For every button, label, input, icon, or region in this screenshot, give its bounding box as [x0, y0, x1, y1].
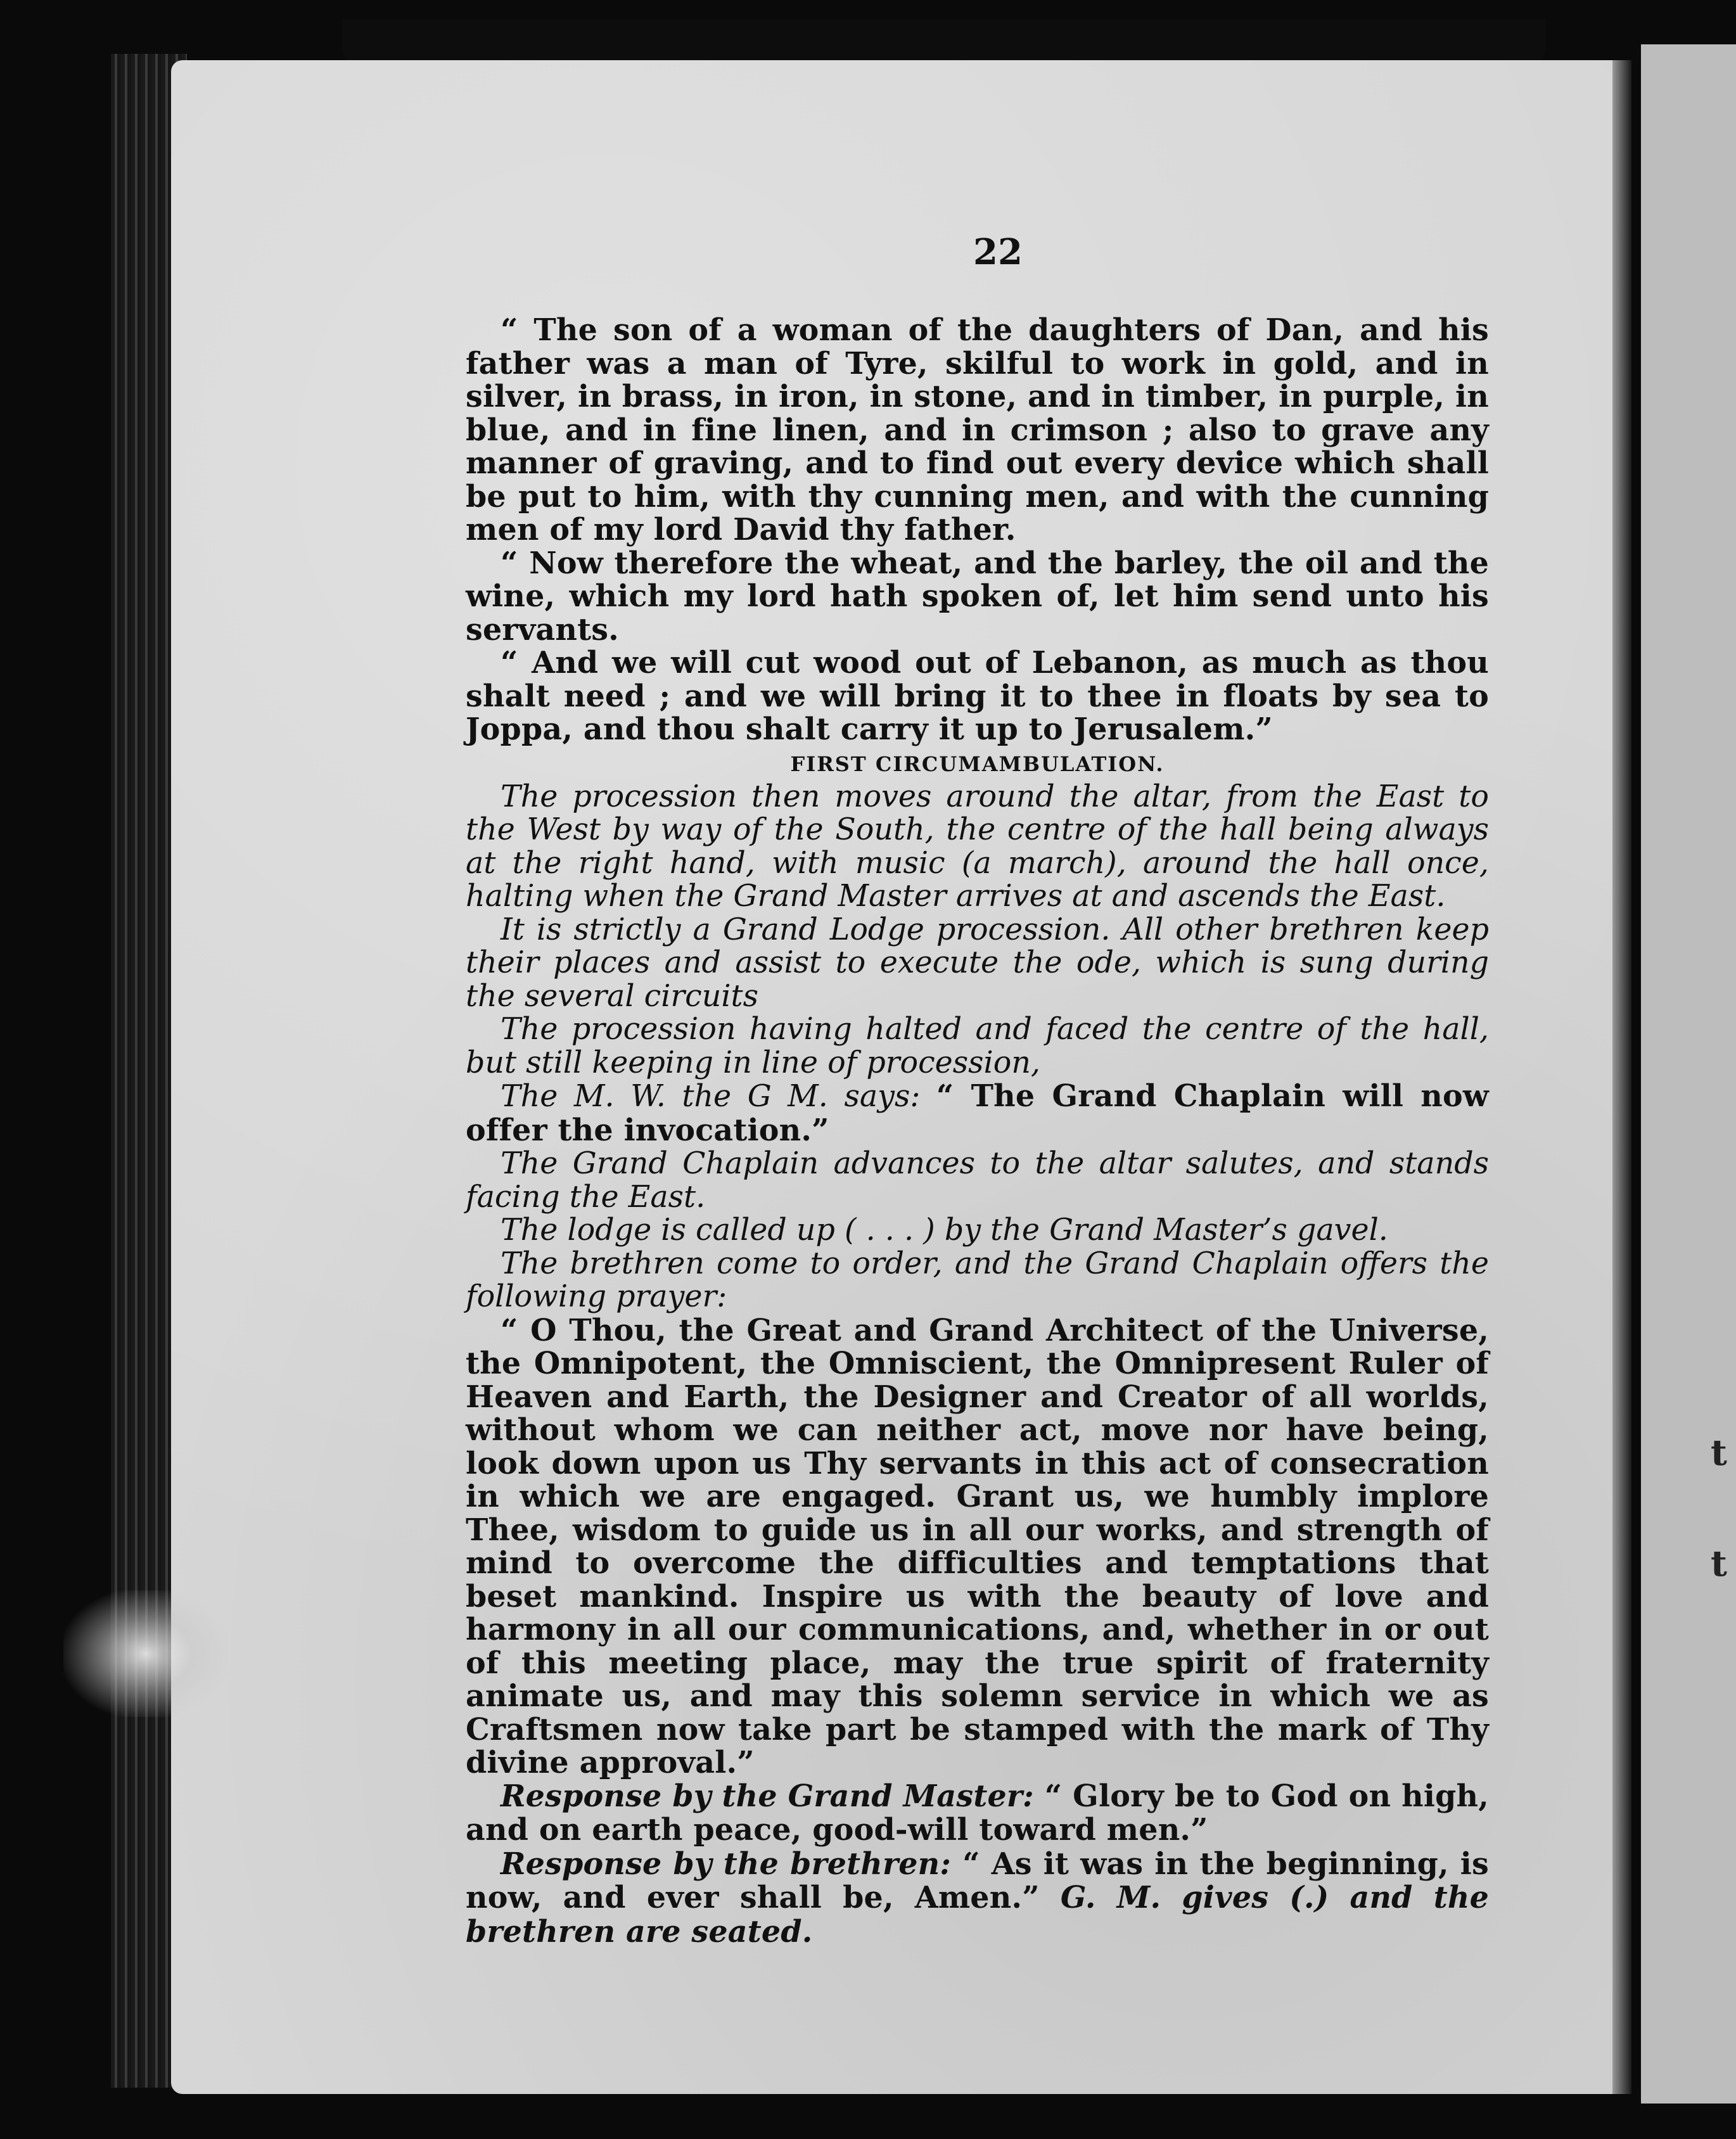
response-paragraph: [466, 1780, 1489, 1848]
rubric-paragraph: It is strictly a Grand Lodge procession. All other brethren keep their places and assist to execute the ode, which is sung during the several circuits: [466, 912, 1489, 1014]
facing-page-mark: t: [1711, 1543, 1727, 1585]
response-paragraph: [466, 1848, 1489, 1950]
rubric-paragraph: The procession then moves around the altar, from the East to the West by way of the South, the centre of the hall being always at the right hand, with music (a march), around the hall once, halting when the Grand Master arrives at and ascends the East.: [466, 779, 1489, 914]
scripture-paragraph: “ Now therefore the wheat, and the barley, the oil and the wine, which my lord hath spoken of, let him send unto his servants.: [466, 545, 1489, 648]
response-text: “ Glory be to God on high, and on earth peace, good-will toward men.”: [466, 1778, 1489, 1848]
rubric-paragraph: The Grand Chaplain advances to the altar salutes, and stands facing the East.: [466, 1146, 1489, 1215]
facing-page-strip: [1641, 44, 1736, 2104]
prayer-paragraph: “ O Thou, the Great and Grand Architect of the Universe, the Omnipotent, the Omniscient, the Omnipresent Ruler of Heaven and Earth, the Designer and Creator of all worlds, without whom we can neither act, move nor have being, look down upon us Thy servants in this act of consecration in which we are engaged. Grant us, we humbly implore Thee, wisdom to guide us in all our works, and strength of mind to overcome the difficulties and temptations that beset mankind. Inspire us with the beauty of love and harmony in all our communications, and, whether in or out of this meeting place, may the true spirit of fraternity animate us, and may this solemn service in which we as Craftsmen now take part be stamped with the mark of Thy divine approval.”: [466, 1312, 1489, 1780]
response-text: “ As it was in the beginning, is now, and ever shall be, Amen.”: [466, 1846, 1489, 1915]
rubric-paragraph: The brethren come to order, and the Grand Chaplain offers the following prayer:: [466, 1246, 1489, 1314]
rubric-paragraph: The procession having halted and faced the centre of the hall, but still keeping in line of procession,: [466, 1012, 1489, 1080]
speech-text: “ The Grand Chaplain will now offer the invocation.”: [466, 1078, 1490, 1148]
speaker-cue: Response by the brethren:: [501, 1846, 963, 1882]
rubric-paragraph: The lodge is called up ( . . . ) by the Grand Master’s gavel.: [501, 1213, 1388, 1248]
speaker-cue: The M. W. the G M. says:: [501, 1079, 936, 1114]
page-text: [466, 314, 1489, 1949]
page-gutter: [1612, 60, 1631, 2094]
scripture-paragraph: “ And we will cut wood out of Lebanon, as much as thou shalt need ; and we will bring it to thee in floats by sea to Joppa, and thou shalt carry it up to Jerusalem.”: [466, 645, 1489, 747]
page-number: 22: [973, 231, 1023, 273]
speech-paragraph: [466, 1080, 1489, 1147]
speaker-cue: Response by the Grand Master:: [501, 1778, 1045, 1814]
section-heading: FIRST CIRCUMAMBULATION.: [790, 751, 1165, 776]
facing-page-mark: t: [1711, 1432, 1727, 1474]
closing-rubric: G. M. gives (.) and the brethren are seated.: [466, 1880, 1489, 1950]
scripture-paragraph: “ The son of a woman of the daughters of Dan, and his father was a man of Tyre, skilful to work in gold, and in silver, in brass, in iron, in stone, and in timber, in purple, in blue, and in fine linen, and in crimson ; also to grave any manner of graving, and to find out every device which shall be put to him, with thy cunning men, and with the cunning men of my lord David thy father.: [466, 312, 1489, 547]
paper-stain: [63, 1590, 228, 1717]
